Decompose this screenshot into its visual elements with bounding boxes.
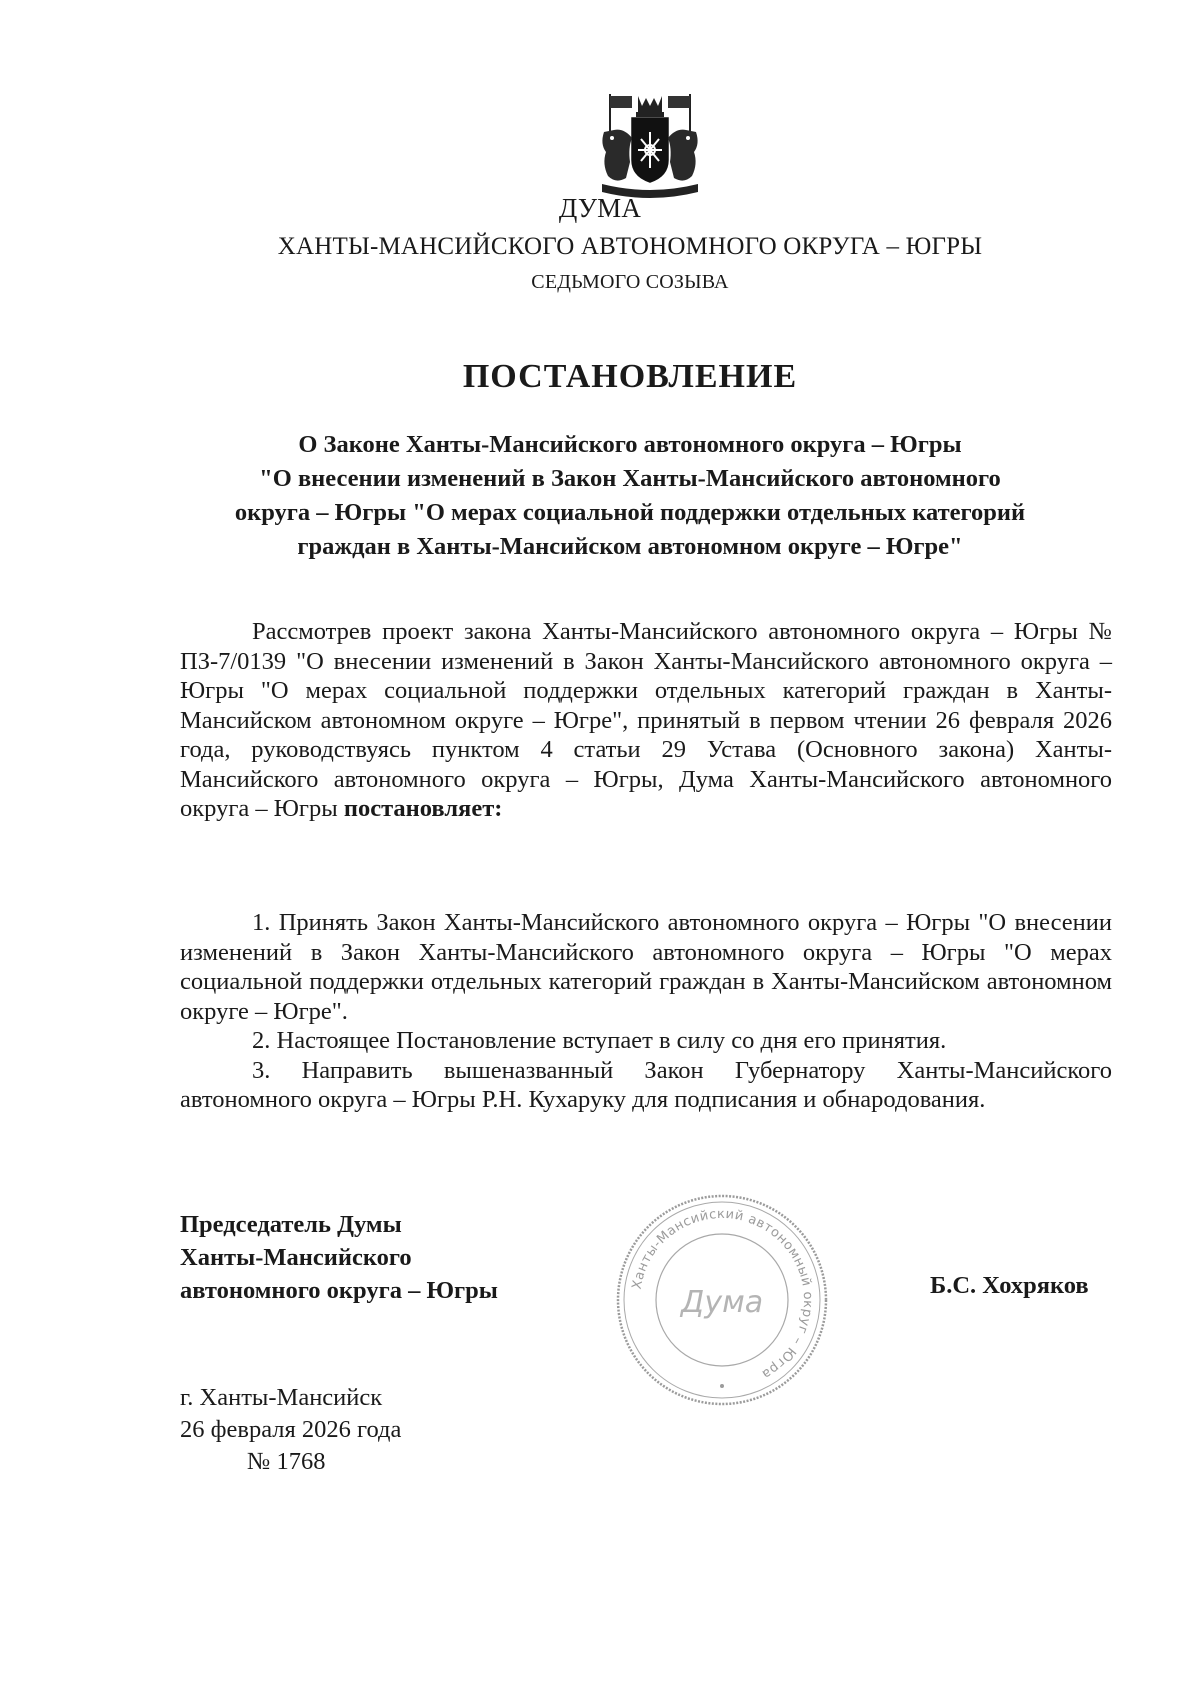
decree-items (180, 908, 1112, 1115)
document-title-line: округа – Югры "О мерах социальной поддержки отдельных категорий (234, 499, 1026, 526)
coat-of-arms-icon (598, 92, 702, 202)
document-title-line: О Законе Ханты-Мансийского автономного округа – Югры (298, 431, 962, 458)
place-text: г. Ханты-Мансийск (180, 1384, 383, 1411)
org-convocation: СЕДЬМОГО СОЗЫВА (531, 271, 729, 293)
org-name-region: ХАНТЫ-МАНСИЙСКОГО АВТОНОМНОГО ОКРУГА – ЮГРЫ (277, 233, 983, 260)
document-title-line: "О внесении изменений в Закон Ханты-Мансийского автономного (259, 465, 1001, 492)
decree-item: 2. Настоящее Постановление вступает в силу со дня его принятия. (252, 1027, 947, 1054)
org-name-duma: ДУМА (558, 193, 642, 223)
signatory-position-line: Ханты-Мансийского (180, 1244, 412, 1271)
document-type-heading: ПОСТАНОВЛЕНИЕ (462, 358, 798, 395)
document-number: № 1768 (247, 1448, 326, 1475)
decree-word: постановляет: (343, 795, 503, 822)
document-title (180, 428, 1080, 564)
preamble-text: Рассмотрев проект закона Ханты-Мансийского автономного округа – Югры № ПЗ-7/0139 "О внесении изменений в Закон Ханты-Мансийского автономного округа – Югры "О мерах социальной поддержки отдельных категорий граждан в Ханты-Мансийском автономном округе – Югре", принятый в первом чтении 26 февраля 2026 года, руководствуясь пунктом 4 статьи 29 Устава (Основного закона) Ханты-Мансийского автономного округа – Югры, Дума Ханты-Мансийского автономного округа – Югры (180, 618, 1112, 822)
stamp-center-text: Дума (680, 1285, 764, 1320)
stamp-ring-text: Ханты-Мансийский автономный округ – Югра (629, 1206, 816, 1382)
decree-item: 3. Направить вышеназванный Закон Губернатору Ханты-Мансийского автономного округа – Югры Р.Н. Кухаруку для подписания и обнародования. (180, 1056, 1112, 1113)
signatory-position-line: автономного округа – Югры (180, 1277, 498, 1304)
decree-item: 1. Принять Закон Ханты-Мансийского автономного округа – Югры "О внесении изменений в Закон Ханты-Мансийского автономного округа – Югры "О мерах социальной поддержки отдельных категорий граждан в Ханты-Мансийском автономном округе – Югре". (180, 909, 1112, 1025)
date-text: 26 февраля 2026 года (180, 1416, 402, 1443)
seal-stamp-icon (612, 1190, 832, 1410)
signatory-position-line: Председатель Думы (180, 1211, 402, 1238)
signatory-name: Б.С. Хохряков (930, 1272, 1089, 1299)
document-title-line: граждан в Ханты-Мансийском автономном округе – Югре" (297, 533, 963, 560)
preamble-paragraph (180, 617, 1112, 824)
signatory-position (180, 1208, 498, 1307)
place-date-number (180, 1382, 401, 1478)
